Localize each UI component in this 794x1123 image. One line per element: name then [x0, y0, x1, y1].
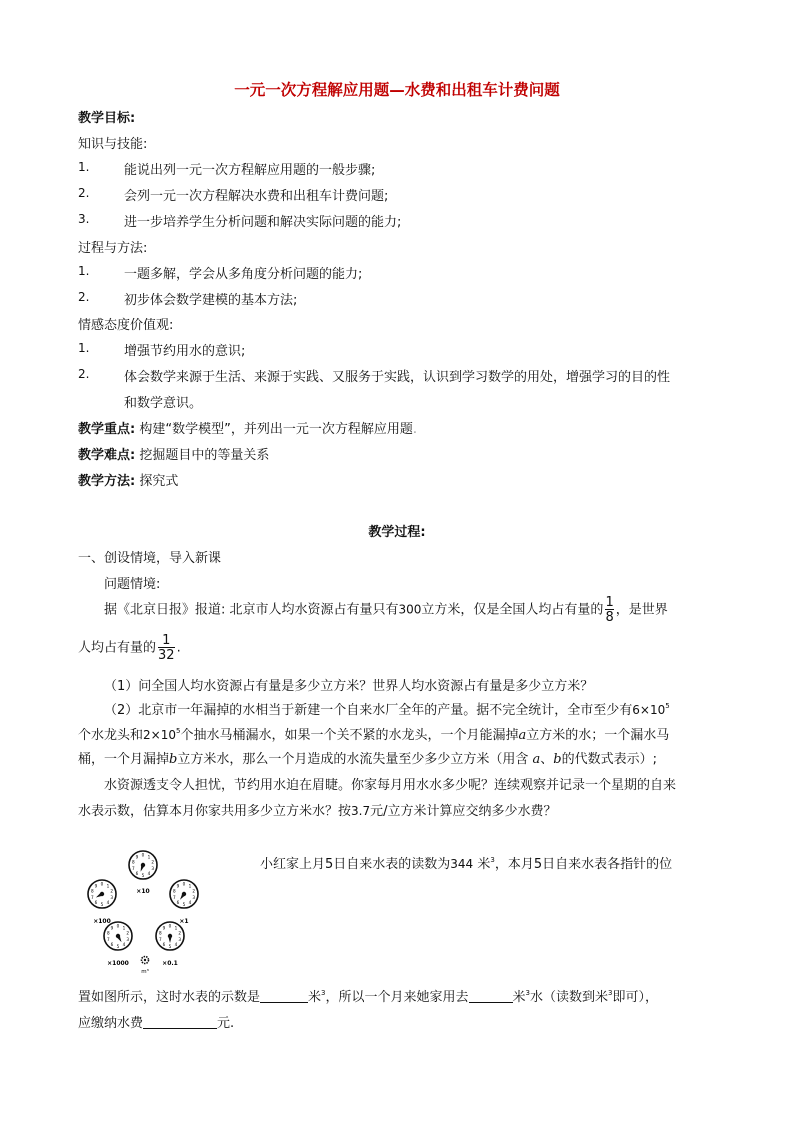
dial-digit: 6: [110, 941, 114, 947]
dial-digit: 1: [188, 883, 192, 889]
dial-digit: 6: [94, 899, 98, 905]
dial-digit: 5: [168, 943, 172, 949]
dial-digit: 0: [100, 881, 104, 887]
dial-digit: 7: [90, 894, 94, 900]
question-2-line3: 桶，一个月漏掉b立方米水，那么一个月造成的水流失量至少多少立方米（用含 a、b的代数式表示）;: [78, 752, 657, 767]
para1-line2: 人均占有量的 $\frac{1}{32}$ .: [78, 633, 181, 663]
meter-dial: [170, 880, 198, 925]
key-points-mark: .: [412, 422, 417, 437]
dial-digit: 6: [135, 870, 139, 876]
method-label: 教学方法:: [78, 474, 136, 489]
process-heading: 过程与方法:: [78, 241, 148, 256]
dial-digit: 9: [162, 925, 166, 931]
dial-digit: 3: [126, 936, 130, 942]
dial-digit: 6: [176, 899, 180, 905]
knowledge-2-text: 会列一元一次方程解决水费和出租车计费问题;: [124, 189, 389, 204]
dial-digit: 0: [168, 923, 172, 929]
dial-digit: 5: [141, 872, 145, 878]
dial-digit: 4: [174, 941, 178, 947]
knowledge-heading: 知识与技能:: [78, 137, 148, 152]
dial-digit: 7: [131, 865, 135, 871]
dial-digit: 2: [178, 930, 182, 936]
blank-reading[interactable]: [260, 990, 308, 1003]
question-2-line2: 个水龙头和$2\times 10^5$个抽水马桶漏水，如果一个关不紧的水龙头，一个月能漏掉a立方米的水；一个漏水马: [78, 727, 670, 743]
meter-dial: [129, 851, 157, 895]
meter-dial: [156, 922, 184, 967]
dial-multiplier-label: ×1: [179, 918, 189, 925]
difficulty-text: 挖掘题目中的等量关系: [139, 448, 270, 463]
para1-line1: 据《北京日报》报道: 北京市人均水资源占有量只有300立方米，仅是全国人均占有量的 $\frac{1}{8}$ ，是世界: [104, 595, 668, 625]
dial-digit: 3: [151, 865, 155, 871]
difficulty: [78, 444, 269, 463]
knowledge-1-num: 1.: [78, 160, 90, 174]
dial-digit: 2: [126, 930, 130, 936]
dial-digit: 4: [188, 899, 192, 905]
process-title: 教学过程:: [368, 525, 426, 540]
dial-digit: 2: [110, 888, 114, 894]
meter-dial: [104, 922, 132, 967]
attitude-heading: 情感态度价值观:: [78, 318, 174, 333]
dial-digit: 0: [182, 881, 186, 887]
dial-digit: 0: [141, 852, 145, 858]
dial-digit: 1: [147, 854, 151, 860]
dial-digit: 8: [172, 888, 176, 894]
meter-line2: 置如图所示，这时水表的示数是 米$^3$，所以一个月来她家用去 米$^3$水（读数到米$^3$即可），: [78, 989, 658, 1005]
process-1-text: 一题多解，学会从多角度分析问题的能力;: [124, 267, 363, 282]
method: [78, 470, 178, 489]
dial-digit: 7: [172, 894, 176, 900]
gear-icon: [142, 957, 149, 964]
process-2-text: 初步体会数学建模的基本方法;: [124, 293, 298, 308]
dial-digit: 1: [106, 883, 110, 889]
dial-digit: 6: [162, 941, 166, 947]
dial-digit: 7: [106, 936, 110, 942]
dial-digit: 3: [178, 936, 182, 942]
meter-dial: [88, 880, 116, 925]
meter-line1: 小红家上月5日自来水表的读数为344 米$^3$，本月5日自来水表各指针的位: [260, 856, 673, 872]
dial-digit: 8: [106, 930, 110, 936]
dial-digit: 9: [94, 883, 98, 889]
dial-digit: 5: [116, 943, 120, 949]
process-2-num: 2.: [78, 290, 90, 304]
section1-heading: 一、创设情境，导入新课: [78, 551, 222, 566]
knowledge-1-text: 能说出列一元一次方程解应用题的一般步骤;: [124, 163, 376, 178]
meter-line3: 应缴纳水费 元.: [78, 1016, 235, 1031]
knowledge-2-num: 2.: [78, 186, 90, 200]
difficulty-label: 教学难点:: [78, 448, 136, 463]
dial-digit: 8: [131, 859, 135, 865]
dial-digit: 1: [122, 925, 126, 931]
dial-digit: 0: [116, 923, 120, 929]
attitude-2-text: 体会数学来源于生活、来源于实践、又服务于实践，认识到学习数学的用处，增强学习的目的性: [124, 370, 671, 385]
scenario-label: 问题情境:: [104, 577, 161, 592]
page-title: 一元一次方程解应用题—水费和出租车计费问题: [234, 81, 560, 99]
dial-digit: 4: [106, 899, 110, 905]
dial-digit: 7: [158, 936, 162, 942]
para2-line2: 水表示数，估算本月你家共用多少立方米水？按3.7元/立方米计算应交纳多少水费？: [78, 804, 557, 819]
key-points: [78, 418, 417, 437]
knowledge-3-num: 3.: [78, 212, 90, 226]
dial-multiplier-label: ×0.1: [162, 960, 178, 967]
dial-multiplier-label: ×100: [93, 918, 111, 925]
key-points-text: 构建“数学模型”，并列出一元一次方程解应用题: [139, 422, 413, 437]
question-2-line1: （2）北京市一年漏掉的水相当于新建一个自来水厂全年的产量。据不完全统计，全市至少有$6\times 10^5$: [104, 702, 670, 718]
para2-line1: 水资源透支令人担忧，节约用水迫在眉睫。你家每月用水水多少呢？连续观察并记录一个星期的自来: [104, 778, 677, 793]
dial-digit: 4: [122, 941, 126, 947]
question-1: （1）问全国人均水资源占有量是多少立方米？世界人均水资源占有量是多少立方米？: [104, 679, 594, 694]
attitude-2-text-cont: 和数学意识。: [124, 396, 203, 411]
key-points-label: 教学重点:: [78, 422, 136, 437]
dial-digit: 9: [110, 925, 114, 931]
process-1-num: 1.: [78, 264, 90, 278]
dial-digit: 5: [100, 901, 104, 907]
method-text: 探究式: [139, 474, 179, 489]
fraction-one-eighth: $\frac{1}{8}$: [605, 595, 614, 625]
dial-digit: 2: [192, 888, 196, 894]
dial-digit: 8: [90, 888, 94, 894]
dial-digit: 9: [176, 883, 180, 889]
blank-usage[interactable]: [469, 990, 513, 1003]
dial-digit: 5: [182, 901, 186, 907]
blank-fee[interactable]: [143, 1016, 217, 1029]
water-meter-figure: [78, 848, 208, 976]
dial-digit: 1: [174, 925, 178, 931]
attitude-1-num: 1.: [78, 341, 90, 355]
dial-digit: 3: [110, 894, 114, 900]
meter-unit-label: m³: [141, 969, 149, 975]
knowledge-3-text: 进一步培养学生分析问题和解决实际问题的能力;: [124, 215, 402, 230]
dial-digit: 4: [147, 870, 151, 876]
objectives-heading: 教学目标:: [78, 111, 136, 126]
dial-multiplier-label: ×1000: [107, 960, 129, 967]
dial-digit: 9: [135, 854, 139, 860]
dial-digit: 2: [151, 859, 155, 865]
dial-multiplier-label: ×10: [136, 888, 150, 895]
attitude-2-num: 2.: [78, 367, 90, 381]
attitude-1-text: 增强节约用水的意识;: [124, 344, 246, 359]
dial-digit: 8: [158, 930, 162, 936]
dial-digit: 3: [192, 894, 196, 900]
fraction-one-thirtysecond: $\frac{1}{32}$: [158, 633, 175, 663]
